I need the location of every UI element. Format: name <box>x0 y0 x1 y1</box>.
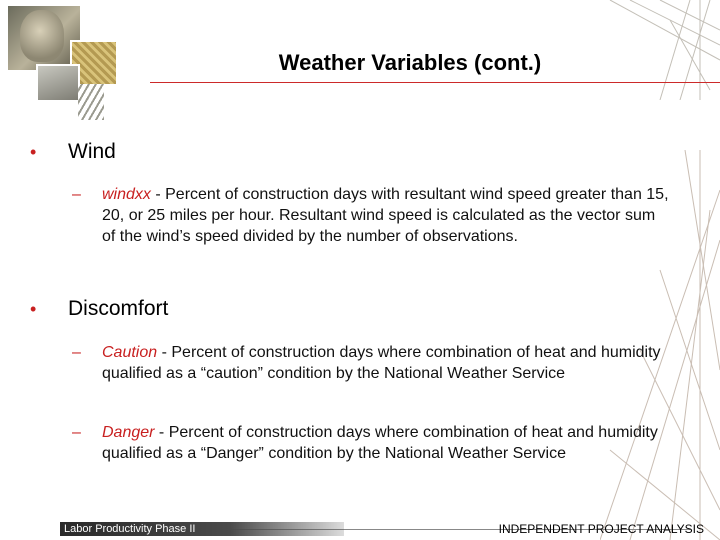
footer-right-text: INDEPENDENT PROJECT ANALYSIS <box>498 522 704 536</box>
dash-marker: – <box>72 186 81 203</box>
dash-marker: – <box>72 344 81 361</box>
term-danger: Danger <box>102 424 155 441</box>
steel-image <box>36 64 80 102</box>
bullet-discomfort <box>30 297 168 321</box>
term-windxx: windxx <box>102 186 151 203</box>
sub-item-danger <box>72 422 672 464</box>
dash-marker: – <box>72 424 81 441</box>
term-caution: Caution <box>102 344 158 361</box>
photo-collage <box>0 0 140 122</box>
bullet-wind <box>30 140 116 164</box>
footer-left-text: Labor Productivity Phase II <box>60 522 344 536</box>
sub-item-caution <box>72 342 672 384</box>
slide-title: Weather Variables (cont.) <box>278 50 542 75</box>
description: - Percent of construction days with resultant wind speed greater than 15, 20, or 25 miles per hour. Resultant wind speed is calculated as the vector sum of the wind’s speed divided by the number of observations. <box>102 186 669 245</box>
bullet-marker: • <box>30 299 37 319</box>
title-underline <box>150 82 720 83</box>
worker-face-image <box>20 10 64 62</box>
crane-image <box>78 84 104 120</box>
bullet-label: Wind <box>68 140 116 163</box>
description: - Percent of construction days where combination of heat and humidity qualified as a “Danger” condition by the National Weather Service <box>102 424 658 462</box>
description: - Percent of construction days where combination of heat and humidity qualified as a “caution” condition by the National Weather Service <box>102 344 661 382</box>
bullet-marker: • <box>30 142 37 162</box>
sub-item-windxx <box>72 184 672 247</box>
bullet-label: Discomfort <box>68 297 169 320</box>
